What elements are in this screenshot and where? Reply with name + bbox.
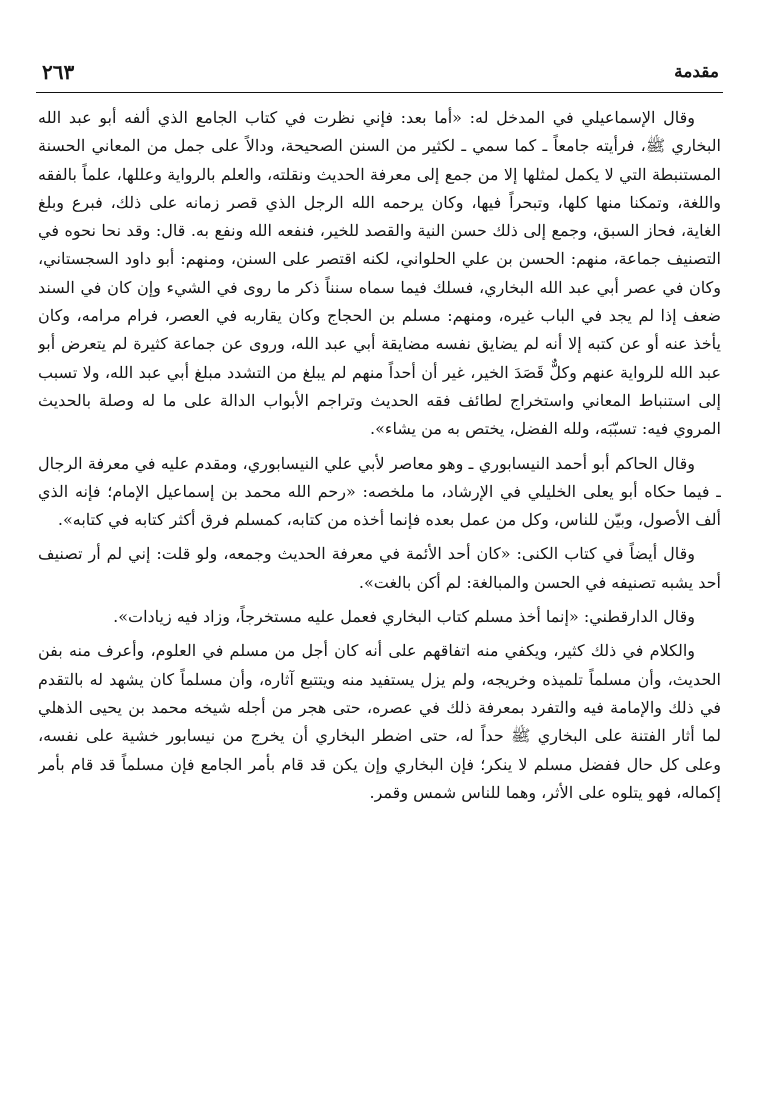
section-title: مقدمة [674, 62, 719, 82]
paragraph-ismaili: وقال الإسماعيلي في المدخل له: «أما بعد: فإني نظرت في كتاب الجامع الذي ألفه أبو عبد الله البخاري ﷺ، فرأيته جامعاً ـ كما سمي ـ لكثير من السنن الصحيحة، ودالاً على جمل من المعاني الحسنة المستنبطة التي لا يكمل لمثلها إلا من جمع إلى معرفة الحديث ونقلته، والعلم بالرواية وعللها، علماً بالفقه واللغة، وتمكنا منها كلها، وتبحراً فيها، وكان يرحمه الله الرجل الذي قصر زمانه على ذلك، فبرع وبلغ الغاية، فحاز السبق، وجمع إلى ذلك حسن النية والقصد للخير، فنفعه الله ونفع به. قال: وقد نحا نحوه في التصنيف جماعة، منهم: الحسن بن علي الحلواني، لكنه اقتصر على السنن، ومنهم: أبو داود السجستاني، وكان في عصر أبي عبد الله البخاري، فسلك فيما سماه سنناً ذكر ما روى في الشيء وإن كان في السند ضعف إذا لم يجد في الباب غيره، ومنهم: مسلم بن الحجاج وكان يقاربه في العصر، فرام مرامه، وكان يأخذ عنه أو عن كتبه إلا أنه لم يضايق نفسه مضايقة أبي عبد الله، وروى عن جماعة كثيرة لم يتعرض أبو عبد الله للرواية عنهم وكلٌّ قَصَدَ الخير، غير أن أحداً منهم لم يبلغ من التشدد مبلغ أبي عبد الله، ولا تسبب إلى استنباط المعاني واستخراج لطائف فقه الحديث وتراجم الأبواب الدالة على ما له وصلة بالحديث المروي فيه: تسبّبَه، ولله الفضل، يختص به من يشاء». [38, 108, 721, 439]
page-number: ٢٦٣ [42, 60, 75, 84]
body-text [38, 104, 721, 1074]
paragraph-conclusion: والكلام في ذلك كثير، ويكفي منه اتفاقهم على أنه كان أجل من مسلم في العلوم، وأعرف منه بفن الحديث، وأن مسلماً تلميذه وخريجه، ولم يزل يستفيد منه ويتتبع آثاره، وأن مسلماً كان يشهد له بالتقدم في ذلك والإمامة فيه والتفرد بمعرفة ذلك في عصره، حتى هجر من أجله شيخه محمد بن يحيى الذهلي لما أثار الفتنة على البخاري ﷺ حداً له، حتى اضطر البخاري أن يخرج من نيسابور خشية على نفسه، وعلى كل حال ففضل مسلم لا ينكر؛ فإن البخاري وإن يكن قد قام بأمر الجامع فإن مسلماً قد قام بأمر إكماله، فهو يتلوه على الأثر، وهما للناس شمس وقمر. [38, 641, 721, 802]
paragraph-hakim: وقال الحاكم أبو أحمد النيسابوري ـ وهو معاصر لأبي علي النيسابوري، ومقدم عليه في معرفة الرجال ـ فيما حكاه أبو يعلى الخليلي في الإرشاد، ما ملخصه: «رحم الله محمد بن إسماعيل الإمام؛ فإنه الذي ألف الأصول، وبيّن للناس، وكل من عمل بعده فإنما أخذه من كتابه، كمسلم فرق أكثر كتابه في كتابه». [38, 453, 721, 530]
running-header [36, 52, 723, 93]
paragraph-daraqutni: وقال الدارقطني: «إنما أخذ مسلم كتاب البخاري فعمل عليه مستخرجاً، وزاد فيه زيادات». [113, 607, 695, 627]
paragraph-kuna: وقال أيضاً في كتاب الكنى: «كان أحد الأئمة في معرفة الحديث وجمعه، ولو قلت: إني لم أر تصنيف أحد يشبه تصنيفه في الحسن والمبالغة: لم أكن بالغت». [38, 544, 721, 592]
